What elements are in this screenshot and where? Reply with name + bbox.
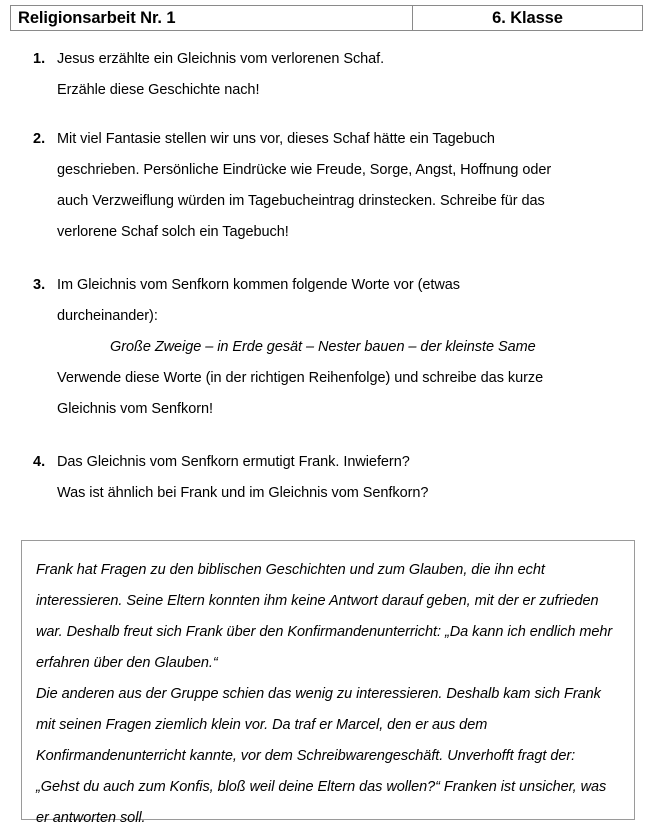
story-text-box xyxy=(21,540,635,826)
task-list xyxy=(0,44,656,509)
task-body-4 xyxy=(57,447,638,509)
task-line: Was ist ähnlich bei Frank und im Gleichnis vom Senfkorn? xyxy=(57,485,429,501)
task-line: Erzähle diese Geschichte nach! xyxy=(57,82,260,98)
story-paragraph: Frank hat Fragen zu den biblischen Geschichten und zum Glauben, die ihn echt interessieren. Seine Eltern konnten ihm keine Antwort darauf geben, mit der er zufrieden war. Deshalb freut sich Frank über den Konfirmandenunterricht: „Da kann ich endlich mehr erfahren über den Glauben.“ xyxy=(36,562,613,671)
worksheet-title: Religionsarbeit Nr. 1 xyxy=(18,8,176,27)
task-number-1: 1. xyxy=(33,51,46,67)
worksheet-header-table xyxy=(10,5,643,31)
task-number-3: 3. xyxy=(33,277,46,293)
task-number-4: 4. xyxy=(33,454,46,470)
task-line: Gleichnis vom Senfkorn! xyxy=(57,401,213,417)
task-line: geschrieben. Persönliche Eindrücke wie Freude, Sorge, Angst, Hoffnung oder xyxy=(57,162,552,178)
task-line: Verwende diese Worte (in der richtigen Reihenfolge) und schreibe das kurze xyxy=(57,370,544,386)
task-item-2 xyxy=(0,124,656,248)
worksheet-grade: 6. Klasse xyxy=(492,8,563,27)
task-line-keywords: Große Zweige – in Erde gesät – Nester bauen – der kleinste Same xyxy=(110,339,536,355)
task-line: verlorene Schaf solch ein Tagebuch! xyxy=(57,224,289,240)
task-number-2: 2. xyxy=(33,131,46,147)
task-body-3 xyxy=(57,270,638,425)
task-line: auch Verzweiflung würden im Tagebucheintrag drinstecken. Schreibe für das xyxy=(57,193,545,209)
header-cell-grade xyxy=(413,6,642,30)
task-line: Im Gleichnis vom Senfkorn kommen folgende Worte vor (etwas xyxy=(57,277,460,293)
task-line: Jesus erzählte ein Gleichnis vom verlorenen Schaf. xyxy=(57,51,385,67)
task-line: Mit viel Fantasie stellen wir uns vor, dieses Schaf hätte ein Tagebuch xyxy=(57,131,495,147)
task-body-1 xyxy=(57,44,638,106)
task-item-3 xyxy=(0,270,656,425)
task-item-4 xyxy=(0,447,656,509)
story-paragraph: Die anderen aus der Gruppe schien das wenig zu interessieren. Deshalb kam sich Frank mit seinen Fragen ziemlich klein vor. Da traf er Marcel, den er aus dem Konfirmandenunterricht kannte, vor dem Schreibwarengeschäft. Unverhofft fragt der: „Gehst du auch zum Konfis, bloß weil deine Eltern das wollen?“ Franken ist unsicher, was er antworten soll. xyxy=(36,686,607,826)
header-cell-title xyxy=(11,6,413,30)
task-line: Das Gleichnis vom Senfkorn ermutigt Frank. Inwiefern? xyxy=(57,454,410,470)
task-item-1 xyxy=(0,44,656,106)
task-body-2 xyxy=(57,124,638,248)
task-line: durcheinander): xyxy=(57,308,158,324)
